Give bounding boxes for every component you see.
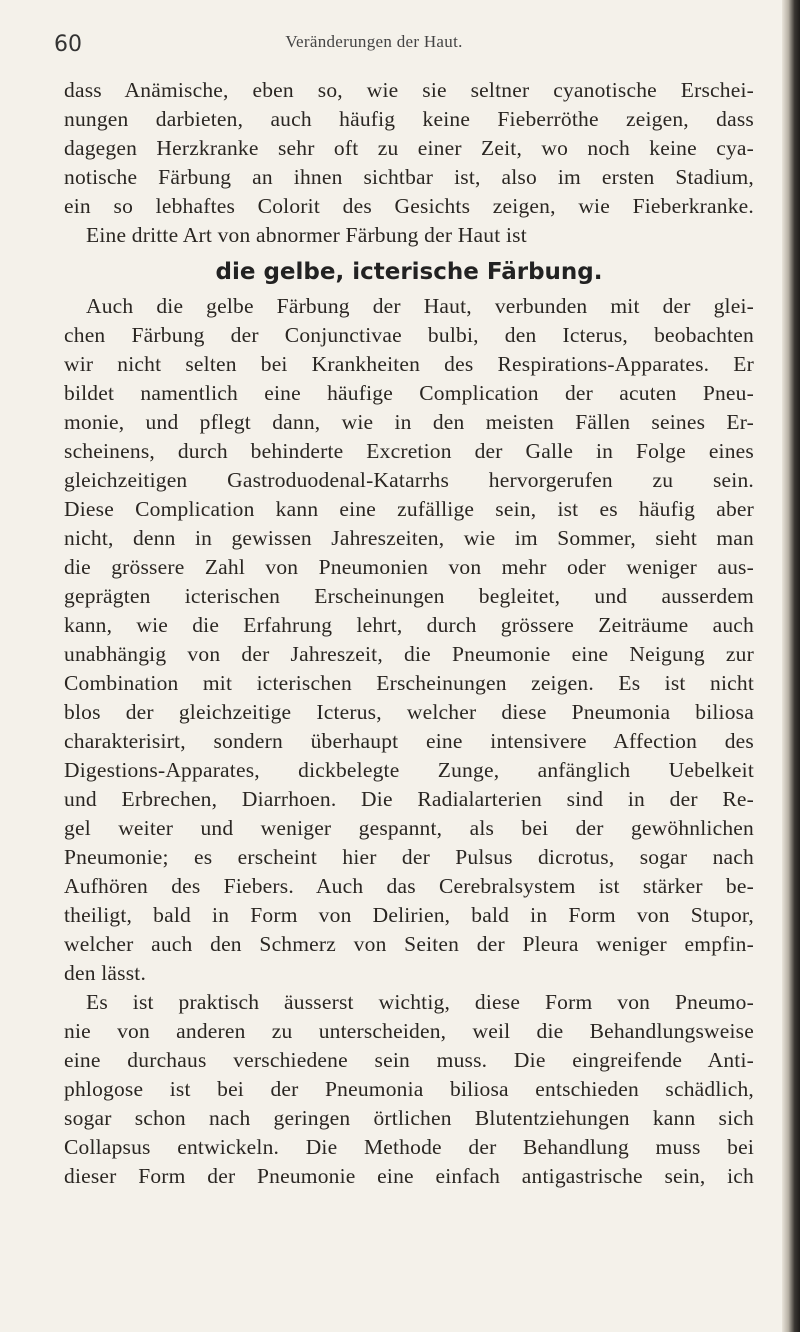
- text-line: Auch die gelbe Färbung der Haut, verbunden mit der glei-: [86, 294, 754, 318]
- text-line: Eine dritte Art von abnormer Färbung der Haut ist: [86, 223, 527, 247]
- section-heading: die gelbe, icterische Färbung.: [215, 259, 603, 285]
- text-line: gel weiter und weniger gespannt, als bei der gewöhnlichen: [64, 816, 754, 840]
- text-line: unabhängig von der Jahreszeit, die Pneumonie eine Neigung zur: [64, 642, 754, 666]
- text-line: Aufhören des Fiebers. Auch das Cerebralsystem ist stärker be-: [64, 874, 754, 898]
- text-line: theiligt, bald in Form von Delirien, bald in Form von Stupor,: [64, 903, 754, 927]
- text-line: nie von anderen zu unterscheiden, weil die Behandlungsweise: [64, 1019, 754, 1043]
- text-line: geprägten icterischen Erscheinungen begleitet, und ausserdem: [64, 584, 754, 608]
- text-line: phlogose ist bei der Pneumonia biliosa entschieden schädlich,: [64, 1077, 754, 1101]
- page-body: [64, 76, 754, 1191]
- text-line: notische Färbung an ihnen sichtbar ist, also im ersten Stadium,: [64, 165, 754, 189]
- text-line: dieser Form der Pneumonie eine einfach antigastrische sein, ich: [64, 1164, 754, 1188]
- text-line: Digestions-Apparates, dickbelegte Zunge, anfänglich Uebelkeit: [64, 758, 754, 782]
- text-line: nungen darbieten, auch häufig keine Fieberröthe zeigen, dass: [64, 107, 754, 131]
- paragraph-1: [64, 76, 754, 250]
- text-line: nicht, denn in gewissen Jahreszeiten, wie im Sommer, sieht man: [64, 526, 754, 550]
- text-line: Pneumonie; es erscheint hier der Pulsus dicrotus, sogar nach: [64, 845, 754, 869]
- paragraph-2: [64, 292, 754, 988]
- page-number: 60: [54, 32, 82, 57]
- running-head: Veränderungen der Haut.: [285, 32, 463, 51]
- text-line: dagegen Herzkranke sehr oft zu einer Zeit, wo noch keine cya-: [64, 136, 754, 160]
- text-line: sogar schon nach geringen örtlichen Blutentziehungen kann sich: [64, 1106, 754, 1130]
- text-line: scheinens, durch behinderte Excretion der Galle in Folge eines: [64, 439, 754, 463]
- text-line: chen Färbung der Conjunctivae bulbi, den Icterus, beobachten: [64, 323, 754, 347]
- text-line: die grössere Zahl von Pneumonien von mehr oder weniger aus-: [64, 555, 754, 579]
- text-line: Combination mit icterischen Erscheinungen zeigen. Es ist nicht: [64, 671, 754, 695]
- text-line: bildet namentlich eine häufige Complication der acuten Pneu-: [64, 381, 754, 405]
- text-line: kann, wie die Erfahrung lehrt, durch grössere Zeiträume auch: [64, 613, 754, 637]
- text-line: Collapsus entwickeln. Die Methode der Behandlung muss bei: [64, 1135, 754, 1159]
- text-line: wir nicht selten bei Krankheiten des Respirations-Apparates. Er: [64, 352, 754, 376]
- text-line: Es ist praktisch äusserst wichtig, diese Form von Pneumo-: [86, 990, 754, 1014]
- page-edge-shadow: [782, 0, 800, 1332]
- text-line: den lässt.: [64, 961, 147, 985]
- text-line: gleichzeitigen Gastroduodenal-Katarrhs hervorgerufen zu sein.: [64, 468, 754, 492]
- text-line: Diese Complication kann eine zufällige sein, ist es häufig aber: [64, 497, 754, 521]
- text-line: blos der gleichzeitige Icterus, welcher diese Pneumonia biliosa: [64, 700, 754, 724]
- text-line: eine durchaus verschiedene sein muss. Die eingreifende Anti-: [64, 1048, 754, 1072]
- text-line: dass Anämische, eben so, wie sie seltner cyanotische Erschei-: [64, 78, 754, 102]
- text-line: und Erbrechen, Diarrhoen. Die Radialarterien sind in der Re-: [64, 787, 754, 811]
- text-line: monie, und pflegt dann, wie in den meisten Fällen seines Er-: [64, 410, 754, 434]
- text-line: welcher auch den Schmerz von Seiten der Pleura weniger empfin-: [64, 932, 754, 956]
- text-line: ein so lebhaftes Colorit des Gesichts zeigen, wie Fieberkranke.: [64, 194, 754, 218]
- text-line: charakterisirt, sondern überhaupt eine intensivere Affection des: [64, 729, 754, 753]
- paragraph-3: [64, 988, 754, 1191]
- page-header: [54, 22, 754, 58]
